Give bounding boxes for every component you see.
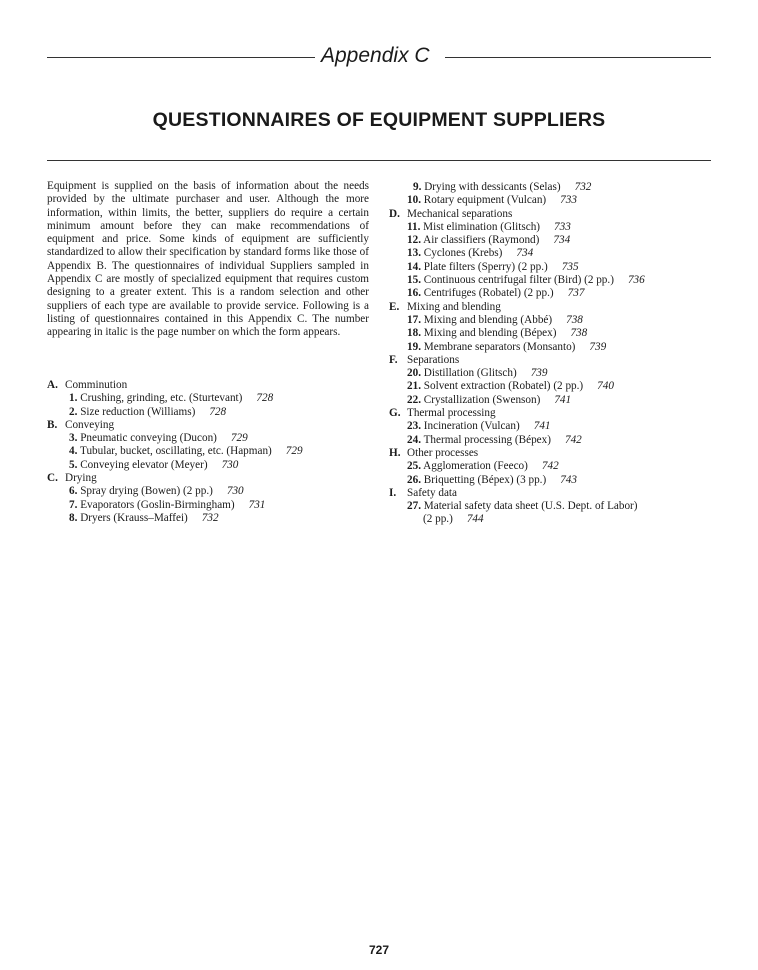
- item-title: Mist elimination (Glitsch): [423, 220, 541, 233]
- item-title: Plate filters (Sperry) (2 pp.): [423, 260, 548, 273]
- item-page: 733: [560, 194, 577, 207]
- section-heading: [47, 472, 367, 485]
- list-item: [47, 499, 367, 512]
- list-item: [389, 314, 719, 327]
- list-item: [47, 485, 367, 498]
- item-page: 736: [627, 274, 645, 287]
- item-number: 13.: [407, 247, 421, 260]
- item-number: 22.: [407, 393, 421, 406]
- item-number: 19.: [407, 340, 421, 353]
- list-item: [389, 394, 719, 407]
- item-title: Solvent extraction (Robatel) (2 pp.): [423, 380, 584, 393]
- item-number: 7.: [69, 498, 78, 511]
- list-item: [389, 234, 719, 247]
- item-title: Material safety data sheet (U.S. Dept. of Labor): [423, 500, 638, 513]
- item-number: 17.: [407, 313, 421, 326]
- section-heading: [389, 447, 719, 460]
- item-page: 731: [248, 498, 266, 511]
- item-title: Membrane separators (Monsanto): [423, 340, 576, 353]
- item-title: Rotary equipment (Vulcan): [423, 194, 547, 207]
- list-item: [389, 434, 719, 447]
- item-number: 23.: [407, 420, 421, 433]
- title-divider: [47, 160, 711, 161]
- item-number: 14.: [407, 260, 421, 273]
- item-number: 20.: [407, 367, 421, 380]
- section-name: Mechanical separations: [407, 207, 513, 220]
- item-number: 5.: [69, 458, 78, 471]
- item-title: Thermal processing (Bépex): [423, 433, 551, 446]
- section-heading: [389, 301, 719, 314]
- item-title: Pneumatic conveying (Ducon): [80, 432, 217, 445]
- header-rule-left: [47, 57, 315, 58]
- list-item: [389, 274, 719, 287]
- list-item: [389, 327, 719, 340]
- item-page: 742: [564, 433, 582, 446]
- section-letter: C.: [47, 472, 58, 485]
- section-heading: [47, 419, 367, 432]
- list-item: [47, 512, 367, 525]
- item-page: 730: [226, 485, 244, 498]
- item-number: 18.: [407, 327, 421, 340]
- item-number: 9.: [413, 181, 422, 193]
- item-title: Crystallization (Swenson): [423, 393, 541, 406]
- item-page: 738: [566, 313, 583, 326]
- list-item: [389, 460, 719, 473]
- section-name: Comminution: [65, 379, 128, 391]
- item-number: 1.: [69, 392, 78, 405]
- section-letter: A.: [47, 379, 58, 391]
- item-number: 21.: [407, 380, 421, 393]
- item-page: 728: [209, 405, 227, 418]
- list-item: [47, 459, 367, 472]
- item-title: Cyclones (Krebs): [423, 247, 503, 260]
- item-page: 729: [230, 432, 248, 445]
- item-page: 728: [256, 392, 274, 405]
- section-letter: D.: [389, 207, 400, 220]
- item-number: 4.: [69, 445, 78, 458]
- item-title: Briquetting (Bépex) (3 pp.): [423, 473, 547, 486]
- item-number: 12.: [407, 234, 421, 247]
- item-page: 735: [561, 260, 579, 273]
- item-title: Size reduction (Williams): [80, 405, 196, 418]
- item-number: 11.: [407, 220, 421, 233]
- item-title: Distillation (Glitsch): [423, 367, 517, 380]
- item-title: Mixing and blending (Abbé): [423, 313, 553, 326]
- item-page: 741: [533, 420, 551, 433]
- left-listing: [47, 379, 367, 525]
- item-page: 733: [554, 220, 571, 233]
- item-title: Drying with dessicants (Selas): [424, 181, 561, 193]
- item-page: 732: [201, 511, 219, 524]
- item-page: 737: [567, 287, 585, 300]
- list-item: [389, 261, 719, 274]
- section-name: Drying: [65, 472, 97, 485]
- item-page: 734: [516, 247, 534, 260]
- item-page: 739: [589, 340, 607, 353]
- intro-paragraph: Equipment is supplied on the basis of information about the needs provided by the ultimate purchaser and user. Although the more information, within limits, the better, suppliers do require a certain minimum amount before they can make recommendations of equipment and price. Some kinds of equipment are sufficiently standardized to allow their specification by standard forms like those of Appendix B. The questionnaires of individual Suppliers sampled in Appendix C are mostly of specialized equipment that requires custom designing to a greater extent. This is a random selection and other suppliers of each type are available to provide service. Following is a listing of questionnaires contained in this Appendix C. The number appearing in italic is the page number on which the form appears.: [47, 180, 369, 339]
- right-listing: [389, 181, 719, 527]
- item-page: 740: [597, 380, 614, 393]
- header-rule-right: [445, 57, 711, 58]
- item-number: 3.: [69, 432, 78, 445]
- section-name: Separations: [407, 353, 460, 366]
- list-item: [389, 367, 719, 380]
- item-number: 15.: [407, 274, 421, 287]
- section-letter: B.: [47, 418, 58, 431]
- page-number: 727: [368, 943, 390, 957]
- list-item: [389, 194, 719, 207]
- item-title: Conveying elevator (Meyer): [80, 458, 208, 471]
- section-letter: E.: [389, 300, 400, 313]
- item-number: 27.: [407, 500, 421, 513]
- list-item-continued: [389, 513, 719, 526]
- item-page: 741: [554, 393, 572, 406]
- item-page: 744: [466, 513, 484, 526]
- appendix-header: [47, 42, 711, 70]
- item-page: 738: [570, 327, 588, 340]
- item-page: 732: [574, 181, 592, 193]
- section-heading: [389, 407, 719, 420]
- item-page: 739: [530, 367, 548, 380]
- item-title: Agglomeration (Feeco): [423, 460, 528, 473]
- section-heading: [389, 354, 719, 367]
- list-item: [47, 392, 367, 405]
- item-number: 8.: [69, 511, 78, 524]
- item-page: 743: [560, 473, 577, 486]
- section-heading: [47, 379, 367, 392]
- list-item: [389, 420, 719, 433]
- item-page: 734: [553, 234, 571, 247]
- item-title: Dryers (Krauss–Maffei): [80, 511, 188, 524]
- list-item: [389, 287, 719, 300]
- item-number: 16.: [407, 287, 421, 300]
- item-page: 729: [285, 445, 303, 458]
- list-item: [389, 181, 719, 194]
- list-item: [389, 247, 719, 260]
- section-name: Other processes: [407, 446, 479, 459]
- page-title: QUESTIONNAIRES OF EQUIPMENT SUPPLIERS: [152, 109, 606, 131]
- item-title: Tubular, bucket, oscillating, etc. (Hapman): [80, 445, 272, 458]
- item-title: Crushing, grinding, etc. (Sturtevant): [80, 392, 243, 405]
- item-page: 730: [221, 458, 239, 471]
- item-number: 26.: [407, 473, 421, 486]
- section-name: Safety data: [407, 486, 458, 499]
- list-item: [389, 380, 719, 393]
- item-page: 742: [541, 460, 559, 473]
- item-title: Centrifuges (Robatel) (2 pp.): [423, 287, 554, 300]
- section-letter: H.: [389, 446, 401, 459]
- list-item: [389, 341, 719, 354]
- list-item: [47, 445, 367, 458]
- item-title: Air classifiers (Raymond): [423, 234, 540, 247]
- item-title: Evaporators (Goslin-Birmingham): [80, 498, 235, 511]
- item-number: 6.: [69, 485, 78, 498]
- item-number: 10.: [407, 194, 421, 207]
- item-title: Continuous centrifugal filter (Bird) (2 pp.): [423, 274, 614, 287]
- section-letter: G.: [389, 407, 401, 420]
- section-name: Thermal processing: [407, 407, 496, 420]
- list-item: [389, 221, 719, 234]
- item-title: Incineration (Vulcan): [423, 420, 520, 433]
- item-number: 25.: [407, 460, 421, 473]
- list-item: [47, 406, 367, 419]
- section-heading: [389, 208, 719, 221]
- section-name: Mixing and blending: [407, 300, 501, 313]
- item-number: 2.: [69, 405, 78, 418]
- item-title-cont: (2 pp.): [423, 513, 453, 526]
- list-item: [389, 474, 719, 487]
- section-name: Conveying: [65, 418, 115, 431]
- item-number: 24.: [407, 433, 421, 446]
- appendix-label: Appendix C: [321, 44, 430, 67]
- list-item: [389, 500, 719, 513]
- section-heading: [389, 487, 719, 500]
- item-title: Mixing and blending (Bépex): [423, 327, 557, 340]
- section-letter: F.: [389, 353, 398, 366]
- section-letter: I.: [389, 486, 397, 499]
- list-item: [47, 432, 367, 445]
- item-title: Spray drying (Bowen) (2 pp.): [80, 485, 213, 498]
